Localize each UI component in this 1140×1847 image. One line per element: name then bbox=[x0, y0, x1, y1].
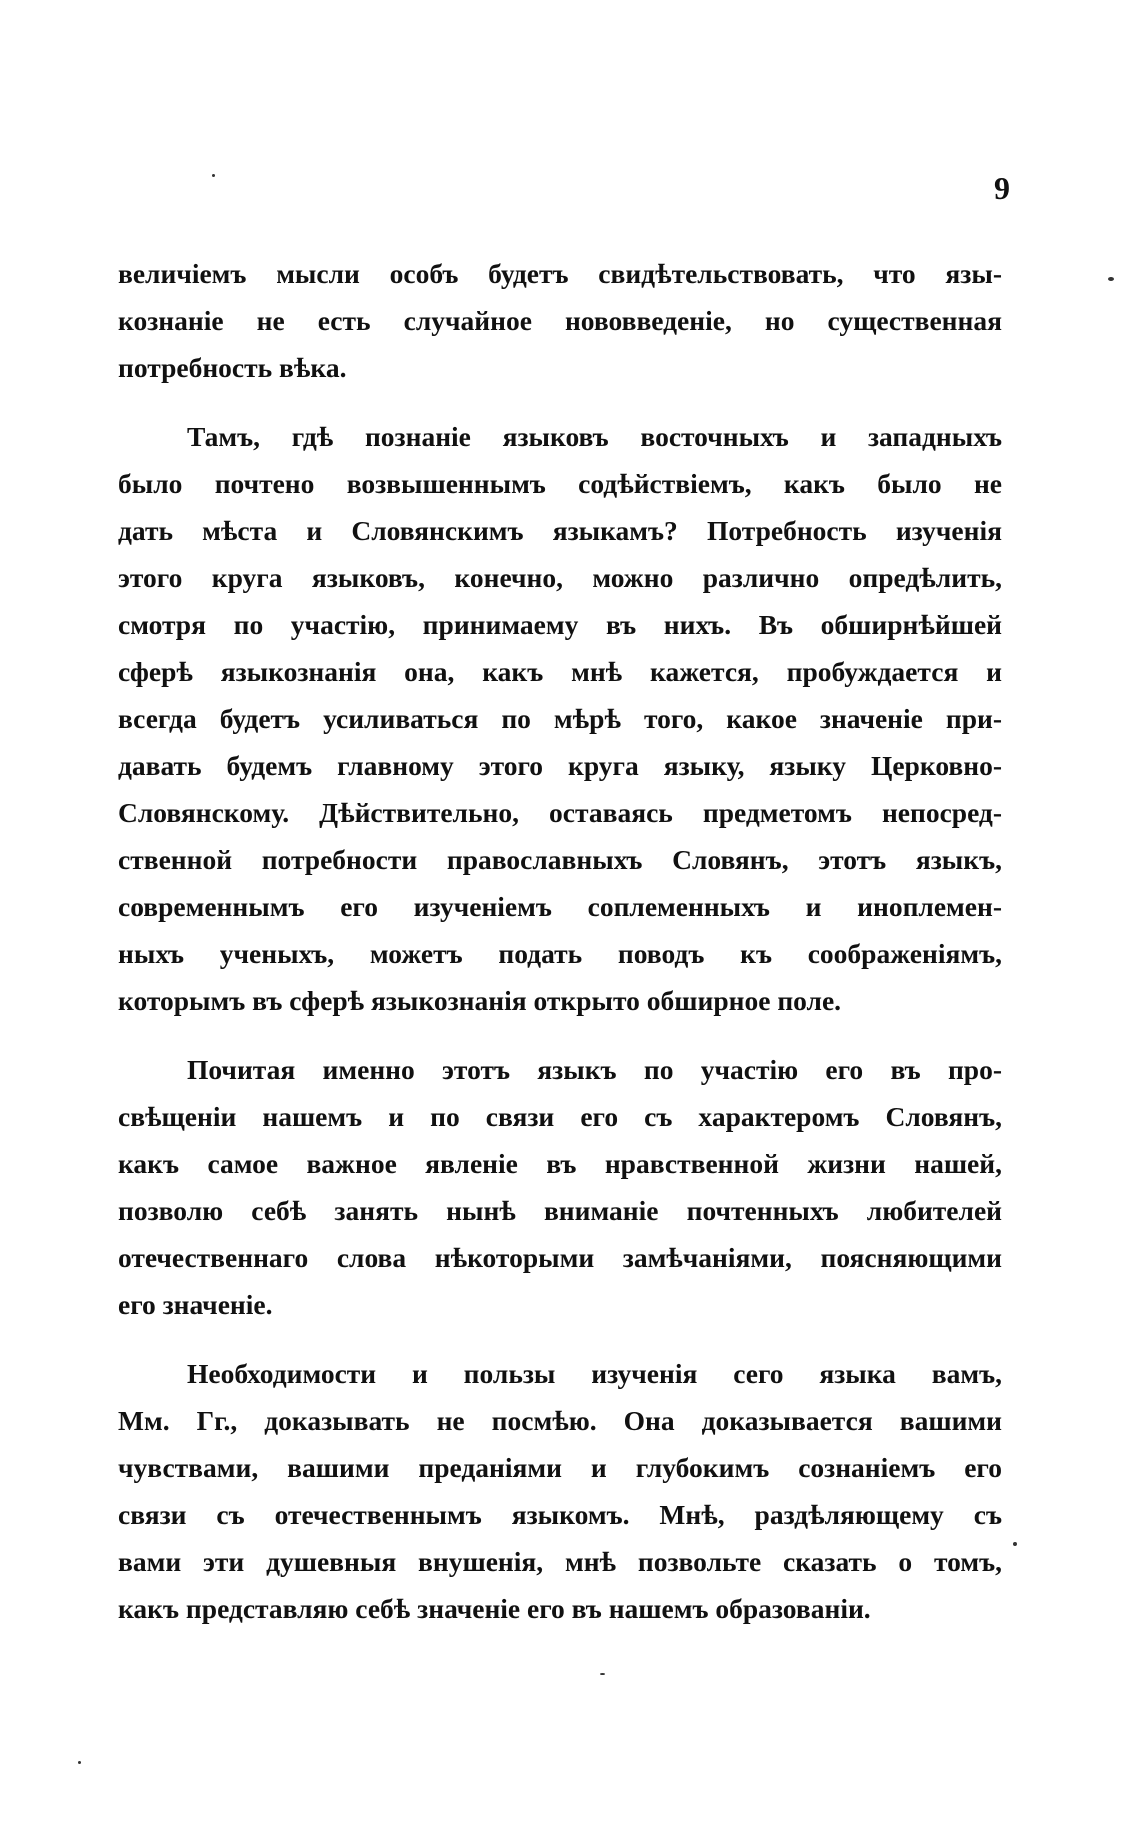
text-line: его значеніе. bbox=[118, 1289, 273, 1320]
text-line: которымъ въ сферѣ языкознанія открыто обширное поле. bbox=[118, 985, 842, 1016]
scan-speck bbox=[1013, 1542, 1017, 1546]
paragraph-gap bbox=[118, 391, 1002, 413]
paragraph-gap bbox=[118, 1328, 1002, 1350]
text-line: кознаніе не есть случайное нововведеніе, но существенная bbox=[118, 305, 1002, 336]
text-line: какъ представляю себѣ значеніе его въ нашемъ образованіи. bbox=[118, 1593, 871, 1624]
text-line: вами эти душевныя внушенія, мнѣ позвольте сказать о томъ, bbox=[118, 1546, 1002, 1577]
text-line: смотря по участію, принимаему въ нихъ. Въ обширнѣйшей bbox=[118, 609, 1002, 640]
paragraph-gap bbox=[118, 1024, 1002, 1046]
text-line: свѣщеніи нашемъ и по связи его съ характеромъ Словянъ, bbox=[118, 1101, 1002, 1132]
text-line: Почитая именно этотъ языкъ по участію его въ про- bbox=[187, 1054, 1002, 1085]
text-line: было почтено возвышеннымъ содѣйствіемъ, какъ было не bbox=[118, 468, 1002, 499]
text-line: сферѣ языкознанія она, какъ мнѣ кажется, пробуждается и bbox=[118, 656, 1002, 687]
scan-speck bbox=[1108, 277, 1114, 281]
scan-speck bbox=[78, 1761, 81, 1764]
text-line: ныхъ ученыхъ, можетъ подать поводъ къ соображеніямъ, bbox=[118, 938, 1002, 969]
text-line: величіемъ мысли особъ будетъ свидѣтельствовать, что язы- bbox=[118, 258, 1002, 289]
text-line: давать будемъ главному этого круга языку, языку Церковно- bbox=[118, 750, 1002, 781]
page-number: 9 bbox=[994, 170, 1010, 206]
text-line: Тамъ, гдѣ познаніе языковъ восточныхъ и западныхъ bbox=[187, 421, 1002, 452]
text-line: этого круга языковъ, конечно, можно различно опредѣлить, bbox=[118, 562, 1002, 593]
text-line: Необходимости и пользы изученія сего языка вамъ, bbox=[187, 1358, 1002, 1389]
text-line: отечественнаго слова нѣкоторыми замѣчаніями, поясняющими bbox=[118, 1242, 1002, 1273]
text-line: позволю себѣ занять нынѣ вниманіе почтенныхъ любителей bbox=[118, 1195, 1002, 1226]
text-line: потребность вѣка. bbox=[118, 352, 347, 383]
body-text bbox=[118, 250, 1002, 1632]
text-line: чувствами, вашими преданіями и глубокимъ сознаніемъ его bbox=[118, 1452, 1002, 1483]
scan-speck bbox=[212, 174, 215, 177]
text-line: связи съ отечественнымъ языкомъ. Мнѣ, раздѣляющему съ bbox=[118, 1499, 1002, 1530]
text-line: какъ самое важное явленіе въ нравственной жизни нашей, bbox=[118, 1148, 1002, 1179]
text-line: Мм. Гг., доказывать не посмѣю. Она доказывается вашими bbox=[118, 1405, 1002, 1436]
text-line: дать мѣста и Словянскимъ языкамъ? Потребность изученія bbox=[118, 515, 1002, 546]
text-line: Словянскому. Дѣйствительно, оставаясь предметомъ непосред- bbox=[118, 797, 1002, 828]
text-line: современнымъ его изученіемъ соплеменныхъ и иноплемен- bbox=[118, 891, 1002, 922]
scan-speck bbox=[600, 1673, 605, 1675]
text-line: всегда будетъ усиливаться по мѣрѣ того, какое значеніе при- bbox=[118, 703, 1002, 734]
text-line: ственной потребности православныхъ Словянъ, этотъ языкъ, bbox=[118, 844, 1002, 875]
